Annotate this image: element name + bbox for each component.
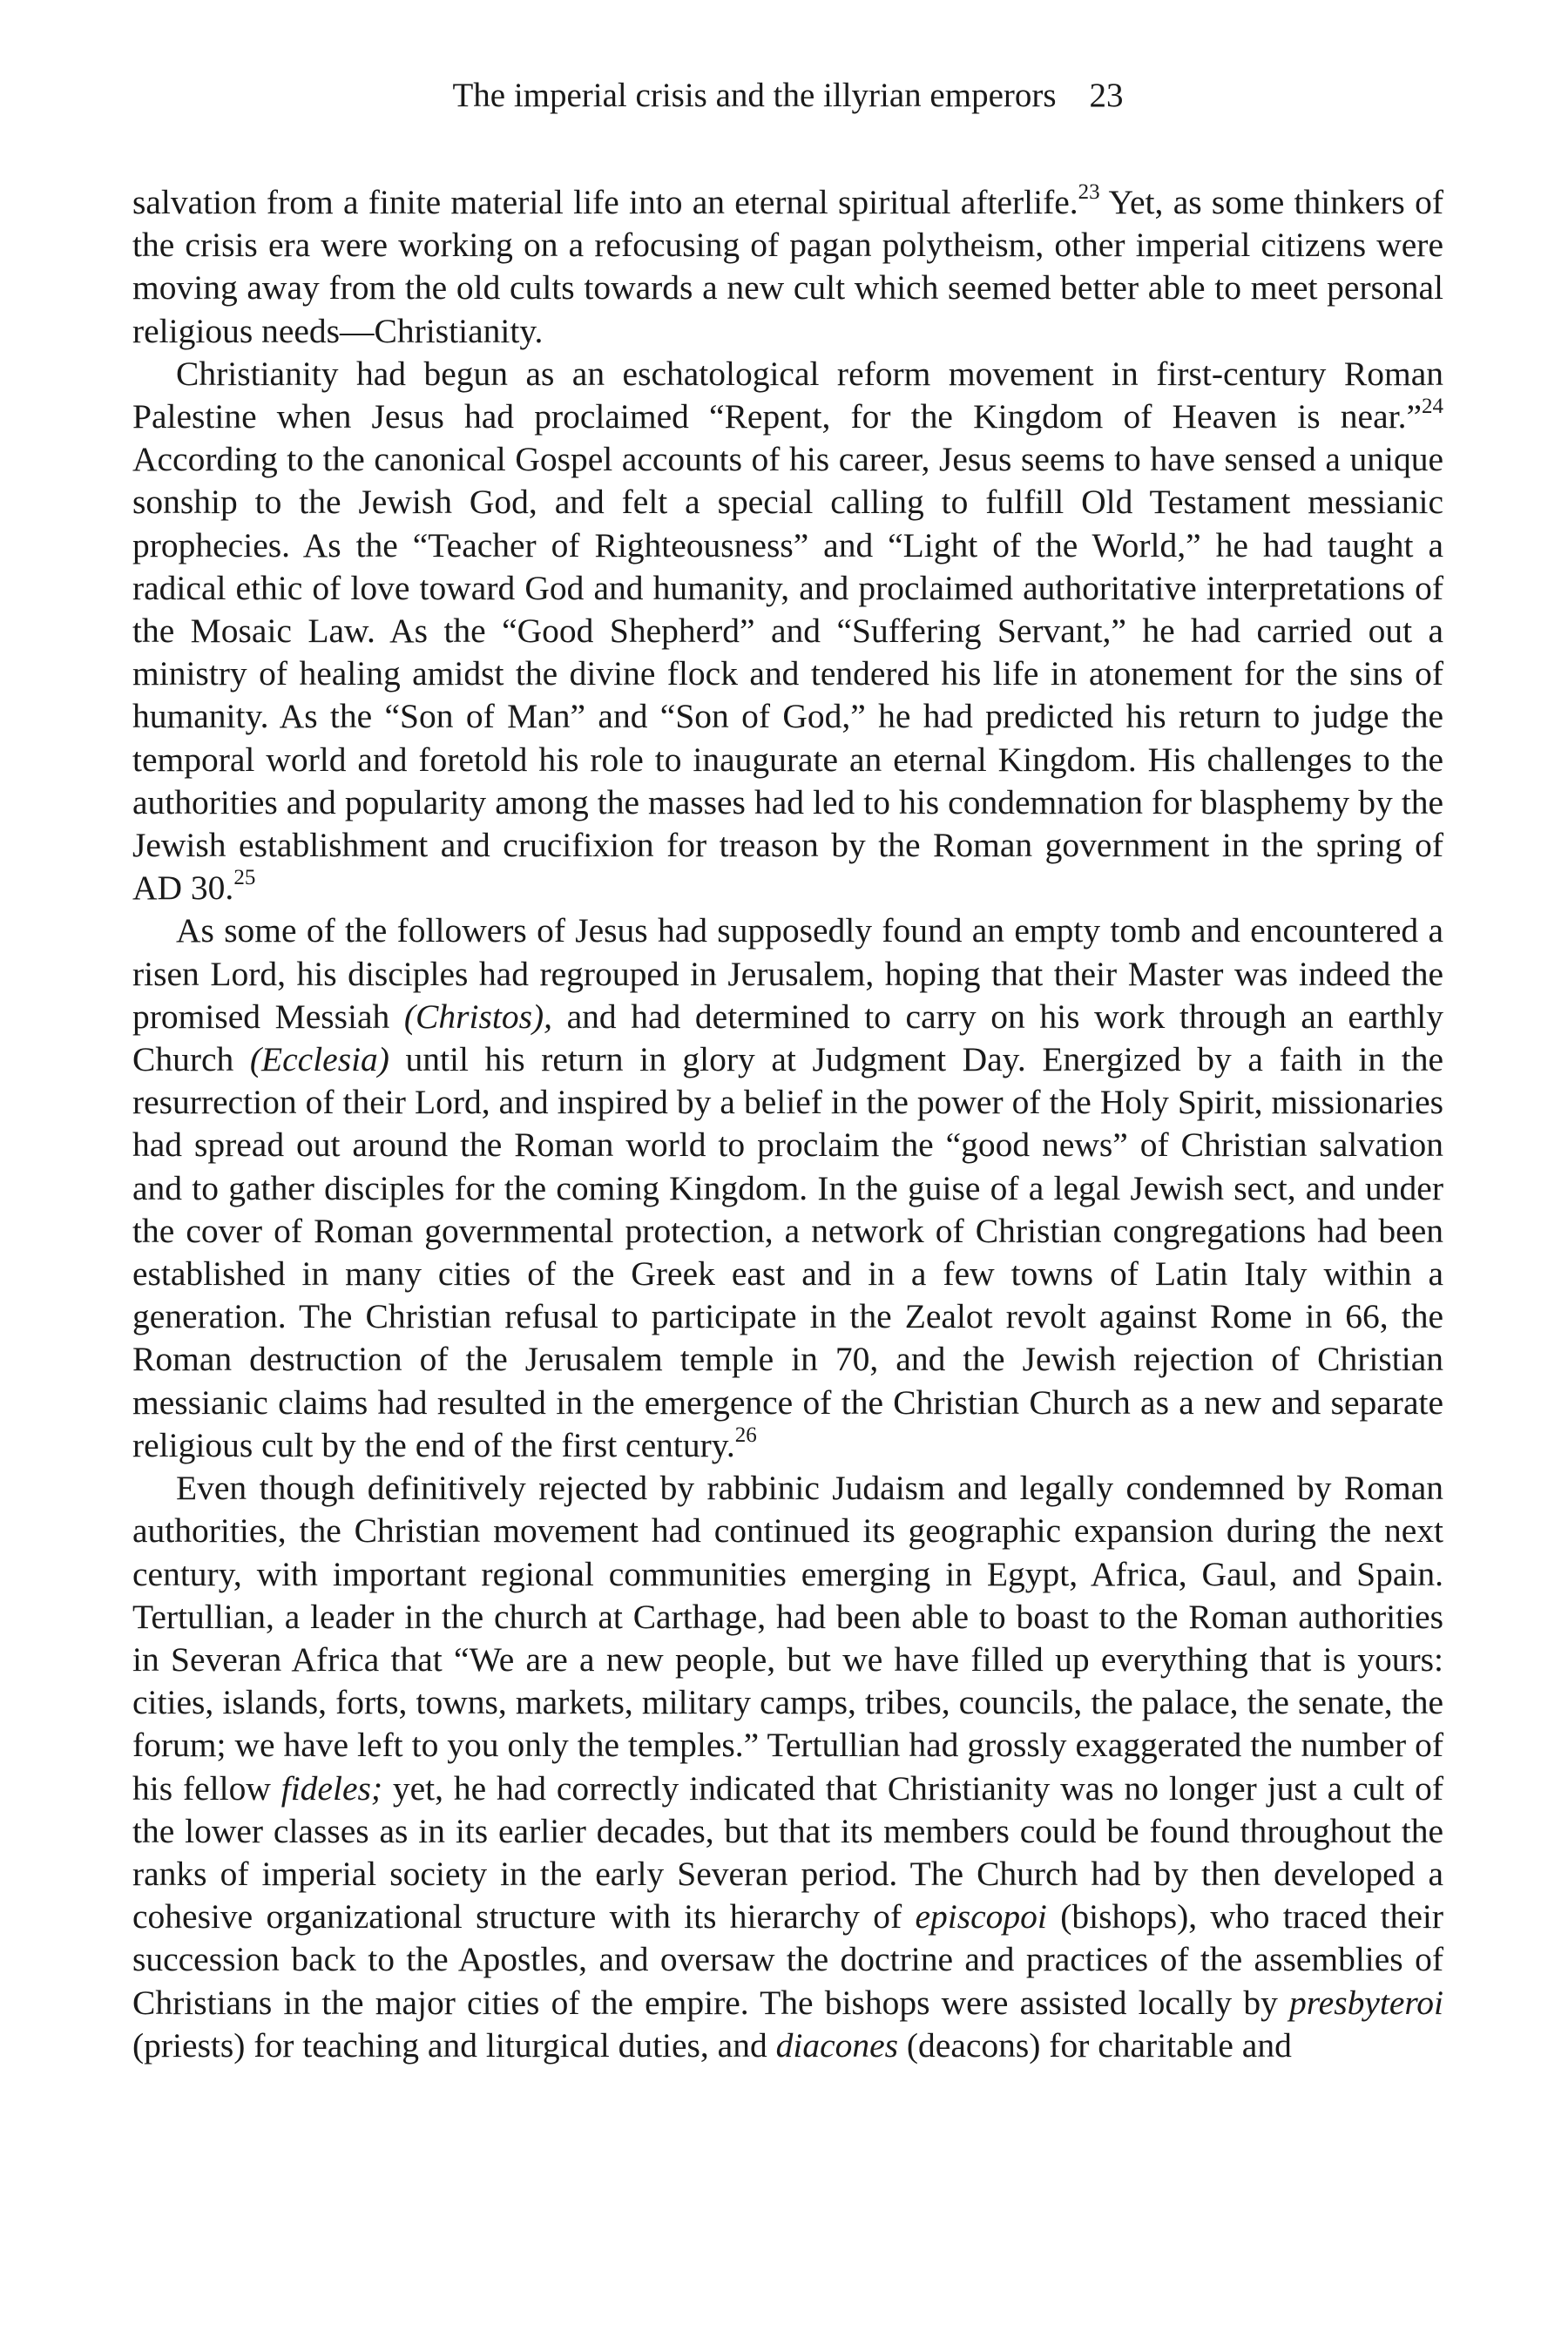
paragraph-text: (bishops), who traced their succession back to the Apostles, and oversaw the doctrine and practices of the assemblies of Christians in the major cities of the empire. The bishops were assisted locally by <box>132 1897 1443 2022</box>
paragraph-2 <box>132 353 1443 910</box>
paragraph-1 <box>132 181 1443 353</box>
chapter-title: The imperial crisis and the illyrian emperors <box>452 77 1057 114</box>
footnote-ref-25[interactable]: 25 <box>233 866 256 890</box>
paragraph-text: (priests) for teaching and liturgical duties, and <box>132 2025 776 2065</box>
paragraph-text: As some of the followers of Jesus had supposedly found an empty tomb and encountered a risen Lord, his disciples had regrouped in Jerusalem, hoping that their Master was indeed the promised Messiah <box>132 911 1443 1036</box>
book-page <box>132 0 1443 2352</box>
italic-term: fideles; <box>280 1768 382 1808</box>
running-head <box>132 71 1443 120</box>
italic-term: (Christos), <box>403 997 552 1036</box>
body-text <box>132 181 1443 2067</box>
paragraph-text: yet, he had correctly indicated that Christianity was no longer just a cult of the lower classes as in its earlier decades, but that its members could be found throughout the ranks of imperial society in the early Severan period. The Church had by then developed a cohesive organizational structure with its hierarchy of <box>132 1768 1443 1936</box>
italic-term: (Ecclesia) <box>249 1040 389 1079</box>
paragraph-text: Yet, as some thinkers of the crisis era were working on a refocusing of pagan polytheism, other imperial citizens were moving away from the old cults towards a new cult which seemed better able to meet personal religious needs—Christianity. <box>132 183 1443 350</box>
footnote-ref-24[interactable]: 24 <box>1422 395 1443 419</box>
paragraph-text: until his return in glory at Judgment Day. Energized by a faith in the resurrection of their Lord, and inspired by a belief in the power of the Holy Spirit, missionaries had spread out around the Roman world to proclaim the “good news” of Christian salvation and to gather disciples for the coming Kingdom. In the guise of a legal Jewish sect, and under the cover of Roman governmental protection, a network of Christian congregations had been established in many cities of the Greek east and in a few towns of Latin Italy within a generation. The Christian refusal to participate in the Zealot revolt against Rome in 66, the Roman destruction of the Jerusalem temple in 70, and the Jewish rejection of Christian messianic claims had resulted in the emergence of the Christian Church as a new and separate religious cult by the end of the first century. <box>132 1040 1443 1464</box>
paragraph-text: Christianity had begun as an eschatological reform movement in first-century Roman Palestine when Jesus had proclaimed “Repent, for the Kingdom of Heaven is near.” <box>132 354 1443 436</box>
paragraph-4 <box>132 1467 1443 2067</box>
footnote-ref-23[interactable]: 23 <box>1078 180 1100 204</box>
paragraph-text: salvation from a finite material life into an eternal spiritual afterlife. <box>132 183 1078 221</box>
paragraph-text: (deacons) for charitable and <box>898 2025 1292 2065</box>
paragraph-text: According to the canonical Gospel accounts of his career, Jesus seems to have sensed a unique sonship to the Jewish God, and felt a special calling to fulfill Old Testament messianic prophecies. As the “Teacher of Righteousness” and “Light of the World,” he had taught a radical ethic of love toward God and humanity, and proclaimed authoritative interpretations of the Mosaic Law. As the “Good Shepherd” and “Suffering Servant,” he had carried out a ministry of healing amidst the divine flock and tendered his life in atonement for the sins of humanity. As the “Son of Man” and “Son of God,” he had predicted his return to judge the temporal world and foretold his role to inaugurate an eternal Kingdom. His challenges to the authorities and popularity among the masses had led to his condemnation for blasphemy by the Jewish establishment and crucifixion for treason by the Roman government in the spring of AD 30. <box>132 440 1443 908</box>
page-number: 23 <box>1089 77 1124 114</box>
italic-term: presbyteroi <box>1289 1983 1443 2022</box>
paragraph-text: Even though definitively rejected by rabbinic Judaism and legally condemned by Roman authorities, the Christian movement had continued its geographic expansion during the next century, with important regional communities emerging in Egypt, Africa, Gaul, and Spain. Tertullian, a leader in the church at Carthage, had been able to boast to the Roman authorities in Severan Africa that “We are a new people, but we have filled up everything that is yours: cities, islands, forts, towns, markets, military camps, tribes, councils, the palace, the senate, the forum; we have left to you only the temples.” Tertullian had grossly exaggerated the number of his fellow <box>132 1469 1443 1808</box>
footnote-ref-26[interactable]: 26 <box>734 1423 757 1447</box>
paragraph-3 <box>132 909 1443 1467</box>
paragraph-text: and had determined to carry on his work through an earthly Church <box>132 997 1443 1079</box>
italic-term: episcopoi <box>915 1897 1047 1936</box>
italic-term: diacones <box>775 2025 899 2065</box>
